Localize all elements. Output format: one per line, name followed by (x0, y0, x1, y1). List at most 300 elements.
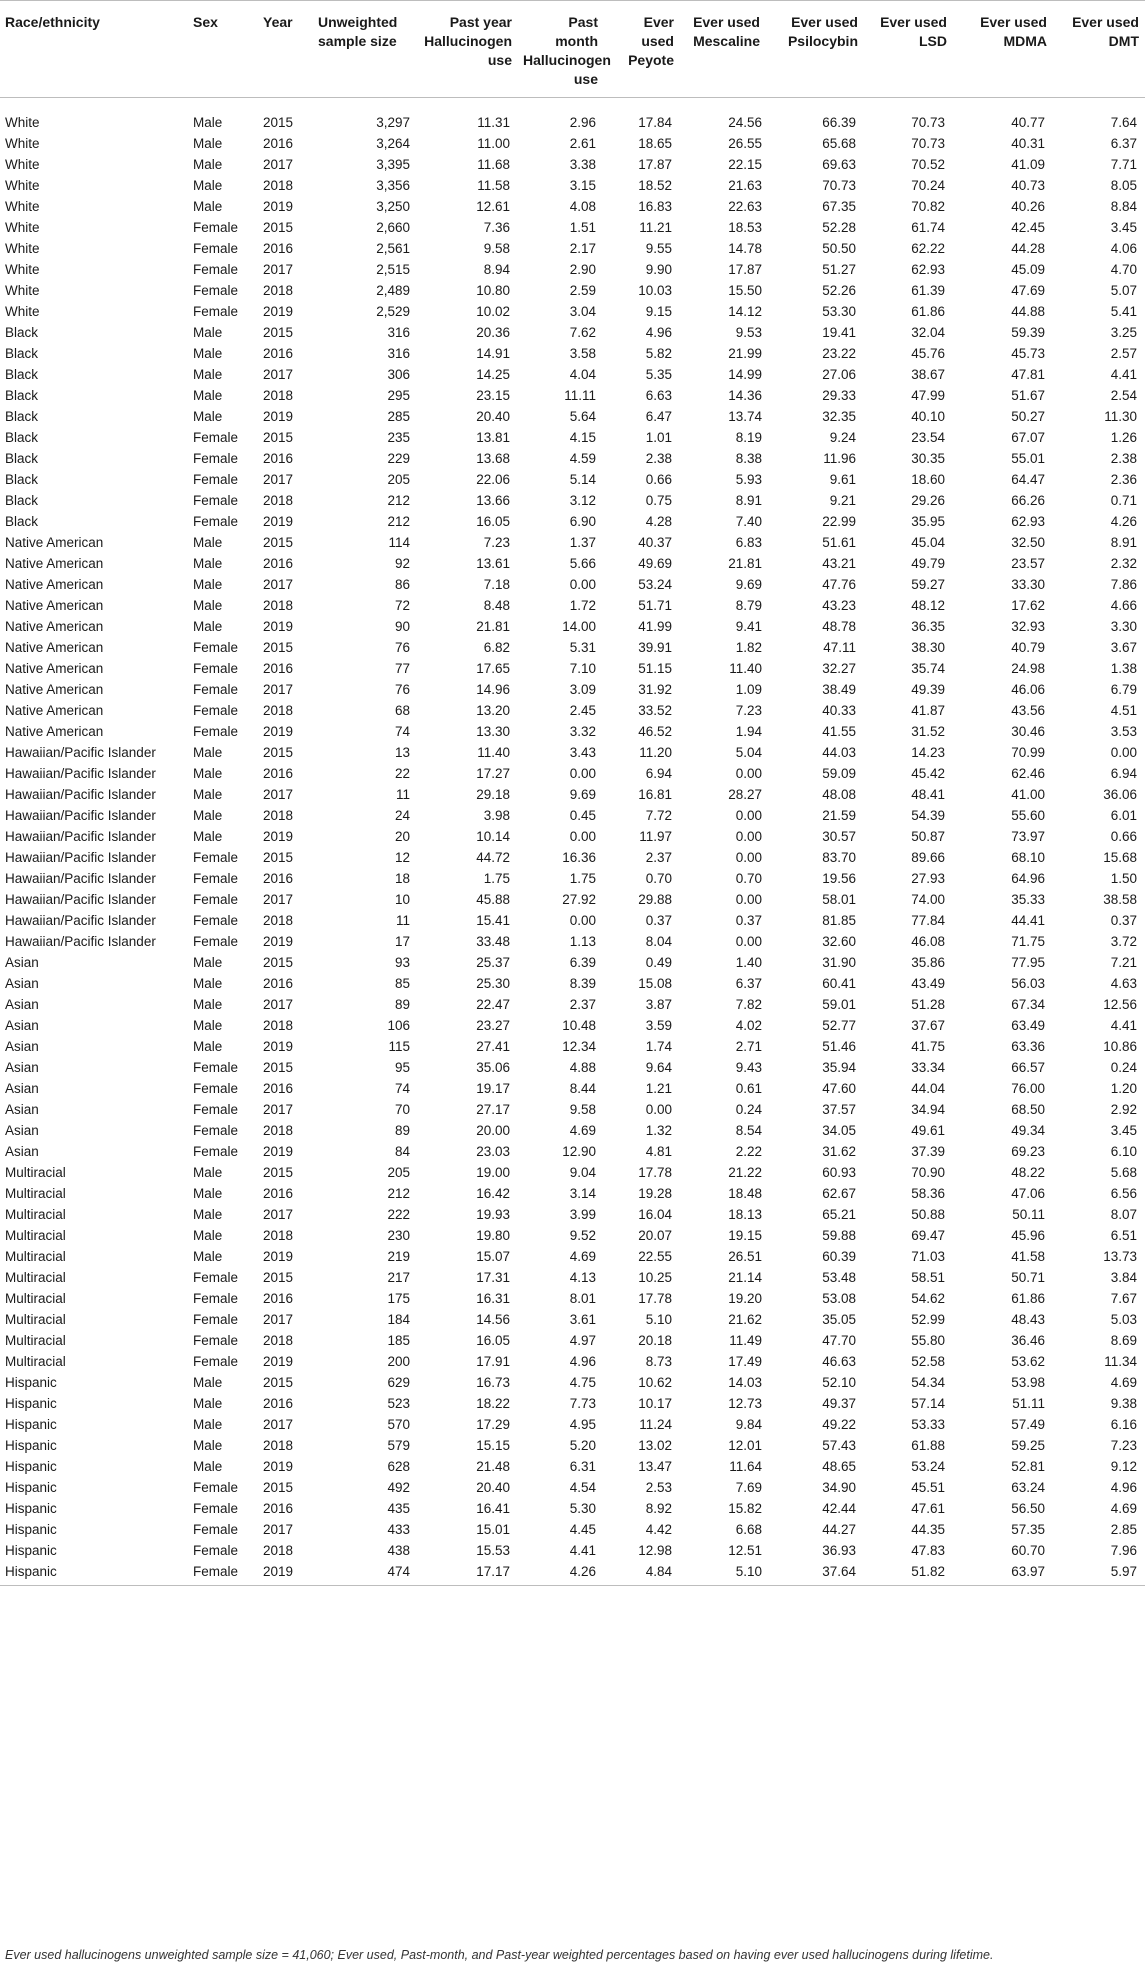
cell-past-month-use: 7.73 (569, 1396, 596, 1411)
cell-past-year-use: 23.15 (476, 388, 510, 403)
cell-ever-lsd: 45.51 (911, 1480, 945, 1495)
cell-ever-mdma: 69.23 (1011, 1144, 1045, 1159)
cell-ever-peyote: 9.15 (645, 304, 672, 319)
cell-ever-peyote: 11.97 (639, 829, 672, 844)
table-row (0, 1456, 1145, 1477)
table-row (0, 595, 1145, 616)
cell-ever-dmt: 1.38 (1110, 661, 1137, 676)
table-row (0, 406, 1145, 427)
cell-past-month-use: 1.13 (569, 934, 596, 949)
cell-ever-mdma: 73.97 (1011, 829, 1045, 844)
cell-race: Asian (5, 1144, 39, 1159)
cell-past-year-use: 13.81 (476, 430, 510, 445)
cell-ever-dmt: 6.37 (1110, 136, 1137, 151)
cell-ever-peyote: 17.87 (638, 157, 672, 172)
cell-unweighted-sample-size: 89 (394, 1123, 410, 1138)
cell-ever-lsd: 58.36 (911, 1186, 945, 1201)
cell-ever-mescaline: 0.00 (735, 892, 762, 907)
table-row (0, 1225, 1145, 1246)
cell-ever-psilocybin: 9.24 (829, 430, 856, 445)
cell-race: Native American (5, 577, 104, 592)
cell-ever-dmt: 4.69 (1110, 1375, 1137, 1390)
cell-ever-psilocybin: 53.30 (822, 304, 856, 319)
cell-ever-mescaline: 21.62 (728, 1312, 762, 1327)
cell-past-month-use: 9.52 (569, 1228, 596, 1243)
cell-unweighted-sample-size: 433 (387, 1522, 410, 1537)
cell-unweighted-sample-size: 222 (387, 1207, 410, 1222)
cell-ever-lsd: 38.30 (911, 640, 945, 655)
cell-ever-psilocybin: 32.35 (822, 409, 856, 424)
cell-ever-mescaline: 18.13 (728, 1207, 762, 1222)
cell-past-month-use: 6.39 (569, 955, 596, 970)
cell-ever-psilocybin: 29.33 (822, 388, 856, 403)
cell-ever-dmt: 3.45 (1110, 1123, 1137, 1138)
cell-unweighted-sample-size: 85 (394, 976, 410, 991)
cell-past-month-use: 2.59 (569, 283, 596, 298)
cell-ever-lsd: 54.39 (911, 808, 945, 823)
cell-race: Multiracial (5, 1291, 66, 1306)
cell-past-year-use: 27.41 (476, 1039, 510, 1054)
table-row (0, 364, 1145, 385)
cell-unweighted-sample-size: 95 (394, 1060, 410, 1075)
cell-ever-dmt: 6.10 (1110, 1144, 1137, 1159)
cell-unweighted-sample-size: 17 (394, 934, 410, 949)
cell-ever-lsd: 44.04 (911, 1081, 945, 1096)
cell-ever-lsd: 48.12 (911, 598, 945, 613)
cell-ever-peyote: 13.02 (638, 1438, 672, 1453)
cell-race: Asian (5, 955, 39, 970)
cell-ever-mescaline: 9.53 (735, 325, 762, 340)
cell-ever-peyote: 5.10 (645, 1312, 672, 1327)
cell-past-year-use: 17.27 (476, 766, 510, 781)
cell-past-month-use: 4.75 (569, 1375, 596, 1390)
table-row (0, 238, 1145, 259)
cell-unweighted-sample-size: 2,561 (376, 241, 410, 256)
cell-past-month-use: 5.30 (569, 1501, 596, 1516)
cell-ever-peyote: 0.75 (645, 493, 672, 508)
cell-race: Multiracial (5, 1333, 66, 1348)
cell-sex: Female (193, 1270, 239, 1285)
cell-past-year-use: 8.48 (483, 598, 510, 613)
cell-year: 2015 (263, 850, 294, 865)
cell-past-month-use: 5.64 (569, 409, 596, 424)
cell-ever-psilocybin: 47.76 (822, 577, 856, 592)
cell-sex: Male (193, 766, 223, 781)
cell-sex: Male (193, 1018, 223, 1033)
table-row (0, 931, 1145, 952)
cell-ever-mescaline: 22.63 (728, 199, 762, 214)
cell-race: Asian (5, 1060, 39, 1075)
cell-ever-dmt: 4.41 (1110, 367, 1137, 382)
cell-ever-psilocybin: 48.65 (822, 1459, 856, 1474)
cell-ever-mdma: 32.93 (1011, 619, 1045, 634)
cell-ever-psilocybin: 41.55 (822, 724, 856, 739)
cell-ever-mdma: 32.50 (1011, 535, 1045, 550)
cell-past-year-use: 18.22 (476, 1396, 510, 1411)
cell-ever-dmt: 0.71 (1110, 493, 1137, 508)
cell-ever-psilocybin: 31.62 (822, 1144, 856, 1159)
cell-unweighted-sample-size: 579 (387, 1438, 410, 1453)
cell-ever-peyote: 15.08 (638, 976, 672, 991)
cell-year: 2015 (263, 430, 294, 445)
cell-ever-dmt: 4.69 (1110, 1501, 1137, 1516)
cell-ever-psilocybin: 43.21 (822, 556, 856, 571)
cell-sex: Male (193, 1438, 223, 1453)
table-row (0, 385, 1145, 406)
cell-ever-mdma: 36.46 (1011, 1333, 1045, 1348)
cell-unweighted-sample-size: 22 (394, 766, 410, 781)
cell-race: Black (5, 346, 39, 361)
cell-ever-dmt: 5.03 (1110, 1312, 1137, 1327)
cell-year: 2019 (263, 829, 294, 844)
cell-ever-mdma: 62.93 (1011, 514, 1045, 529)
cell-race: Asian (5, 1102, 39, 1117)
cell-ever-mdma: 60.70 (1011, 1543, 1045, 1558)
cell-ever-mdma: 67.07 (1011, 430, 1045, 445)
cell-ever-mescaline: 12.51 (728, 1543, 762, 1558)
cell-ever-mdma: 24.98 (1011, 661, 1045, 676)
table-row (0, 679, 1145, 700)
cell-ever-peyote: 6.63 (645, 388, 672, 403)
cell-past-month-use: 7.10 (569, 661, 596, 676)
cell-unweighted-sample-size: 2,529 (376, 304, 410, 319)
cell-ever-psilocybin: 35.94 (822, 1060, 856, 1075)
cell-past-month-use: 0.00 (569, 829, 596, 844)
cell-ever-mdma: 71.75 (1011, 934, 1045, 949)
cell-ever-mescaline: 17.87 (728, 262, 762, 277)
cell-race: Hawaiian/Pacific Islander (5, 913, 156, 928)
cell-ever-lsd: 62.22 (911, 241, 945, 256)
cell-ever-mescaline: 7.82 (735, 997, 762, 1012)
cell-ever-mdma: 33.30 (1011, 577, 1045, 592)
cell-past-year-use: 14.96 (476, 682, 510, 697)
table-row (0, 343, 1145, 364)
cell-ever-mescaline: 14.03 (728, 1375, 762, 1390)
cell-year: 2015 (263, 535, 294, 550)
cell-unweighted-sample-size: 11 (395, 787, 410, 802)
cell-year: 2019 (263, 304, 294, 319)
cell-unweighted-sample-size: 74 (394, 1081, 410, 1096)
table-row (0, 1015, 1145, 1036)
cell-past-year-use: 11.00 (477, 136, 510, 151)
cell-ever-peyote: 8.04 (645, 934, 672, 949)
cell-sex: Female (193, 514, 239, 529)
table-row (0, 532, 1145, 553)
cell-year: 2018 (263, 388, 294, 403)
cell-ever-dmt: 2.32 (1110, 556, 1137, 571)
cell-year: 2019 (263, 724, 294, 739)
cell-ever-mescaline: 8.54 (735, 1123, 762, 1138)
cell-past-month-use: 4.59 (569, 451, 596, 466)
cell-sex: Male (193, 808, 223, 823)
table-row (0, 994, 1145, 1015)
cell-ever-mdma: 46.06 (1011, 682, 1045, 697)
cell-race: White (5, 241, 40, 256)
cell-ever-psilocybin: 69.63 (822, 157, 856, 172)
cell-ever-dmt: 2.54 (1110, 388, 1137, 403)
cell-unweighted-sample-size: 18 (394, 871, 410, 886)
cell-ever-mdma: 59.25 (1011, 1438, 1045, 1453)
cell-unweighted-sample-size: 212 (387, 493, 410, 508)
cell-ever-peyote: 5.82 (645, 346, 672, 361)
cell-sex: Female (193, 1312, 239, 1327)
cell-ever-lsd: 35.95 (911, 514, 945, 529)
cell-race: Hawaiian/Pacific Islander (5, 808, 156, 823)
table-row (0, 637, 1145, 658)
cell-ever-peyote: 16.81 (638, 787, 672, 802)
cell-ever-peyote: 49.69 (638, 556, 672, 571)
cell-race: Hispanic (5, 1522, 57, 1537)
cell-year: 2016 (263, 1501, 294, 1516)
cell-ever-lsd: 37.67 (911, 1018, 945, 1033)
cell-unweighted-sample-size: 435 (387, 1501, 410, 1516)
cell-ever-peyote: 9.64 (645, 1060, 672, 1075)
cell-race: Black (5, 388, 39, 403)
cell-unweighted-sample-size: 115 (388, 1039, 410, 1054)
cell-unweighted-sample-size: 175 (387, 1291, 410, 1306)
cell-ever-mescaline: 4.02 (735, 1018, 762, 1033)
cell-year: 2018 (263, 1228, 294, 1243)
cell-past-year-use: 20.40 (476, 1480, 510, 1495)
cell-ever-peyote: 0.49 (645, 955, 672, 970)
cell-past-month-use: 1.75 (569, 871, 596, 886)
cell-year: 2018 (263, 283, 294, 298)
cell-ever-peyote: 4.81 (645, 1144, 672, 1159)
cell-ever-lsd: 47.83 (911, 1543, 945, 1558)
cell-race: Hawaiian/Pacific Islander (5, 766, 156, 781)
table-row (0, 1204, 1145, 1225)
cell-sex: Male (193, 367, 223, 382)
cell-ever-mescaline: 21.22 (728, 1165, 762, 1180)
cell-ever-psilocybin: 53.48 (822, 1270, 856, 1285)
header-year: Year (258, 1, 313, 98)
cell-ever-mescaline: 6.37 (735, 976, 762, 991)
cell-sex: Male (193, 409, 223, 424)
cell-ever-mdma: 48.43 (1011, 1312, 1045, 1327)
cell-race: Native American (5, 703, 104, 718)
cell-past-year-use: 17.91 (476, 1354, 510, 1369)
cell-ever-psilocybin: 52.28 (822, 220, 856, 235)
cell-race: Black (5, 514, 39, 529)
header-ever-mdma: Ever used MDMA (953, 1, 1053, 98)
header-row (0, 1, 1145, 98)
cell-past-year-use: 21.81 (476, 619, 510, 634)
cell-ever-mdma: 42.45 (1011, 220, 1045, 235)
cell-ever-psilocybin: 49.22 (822, 1417, 856, 1432)
cell-ever-mescaline: 14.78 (728, 241, 762, 256)
cell-past-month-use: 4.97 (569, 1333, 596, 1348)
cell-ever-peyote: 16.83 (638, 199, 672, 214)
cell-ever-mescaline: 19.15 (728, 1228, 762, 1243)
cell-past-year-use: 11.31 (477, 115, 510, 130)
cell-unweighted-sample-size: 184 (387, 1312, 410, 1327)
cell-ever-lsd: 41.87 (911, 703, 945, 718)
cell-past-year-use: 11.58 (477, 178, 510, 193)
cell-ever-peyote: 4.28 (645, 514, 672, 529)
cell-ever-dmt: 6.56 (1110, 1186, 1137, 1201)
cell-ever-lsd: 50.87 (911, 829, 945, 844)
cell-ever-peyote: 19.28 (638, 1186, 672, 1201)
cell-sex: Female (193, 262, 239, 277)
cell-ever-psilocybin: 38.49 (822, 682, 856, 697)
cell-ever-mdma: 68.10 (1011, 850, 1045, 865)
cell-sex: Female (193, 1333, 239, 1348)
cell-ever-psilocybin: 19.56 (822, 871, 856, 886)
cell-ever-psilocybin: 60.93 (822, 1165, 856, 1180)
table-row (0, 98, 1145, 134)
cell-ever-mescaline: 18.53 (728, 220, 762, 235)
cell-past-month-use: 5.20 (569, 1438, 596, 1453)
cell-unweighted-sample-size: 76 (394, 682, 410, 697)
cell-ever-psilocybin: 35.05 (822, 1312, 856, 1327)
cell-unweighted-sample-size: 12 (394, 850, 410, 865)
cell-ever-dmt: 5.68 (1110, 1165, 1137, 1180)
header-ever-lsd: Ever used LSD (864, 1, 953, 98)
cell-race: Native American (5, 661, 104, 676)
cell-ever-psilocybin: 48.78 (822, 619, 856, 634)
cell-year: 2015 (263, 220, 294, 235)
cell-ever-dmt: 3.30 (1110, 619, 1137, 634)
cell-year: 2019 (263, 1354, 294, 1369)
cell-past-year-use: 19.00 (476, 1165, 510, 1180)
cell-unweighted-sample-size: 3,264 (376, 136, 410, 151)
cell-sex: Male (193, 1417, 223, 1432)
cell-past-month-use: 12.34 (562, 1039, 596, 1054)
cell-year: 2017 (263, 1102, 294, 1117)
cell-race: Hispanic (5, 1417, 57, 1432)
cell-ever-peyote: 17.78 (638, 1291, 672, 1306)
cell-race: Native American (5, 640, 104, 655)
cell-ever-lsd: 51.28 (911, 997, 945, 1012)
table-row (0, 1036, 1145, 1057)
cell-ever-dmt: 4.06 (1110, 241, 1137, 256)
cell-year: 2017 (263, 892, 294, 907)
cell-ever-lsd: 38.67 (911, 367, 945, 382)
cell-ever-peyote: 20.18 (638, 1333, 672, 1348)
cell-year: 2015 (263, 1165, 294, 1180)
cell-past-month-use: 2.90 (569, 262, 596, 277)
cell-unweighted-sample-size: 523 (387, 1396, 410, 1411)
cell-ever-mescaline: 2.71 (735, 1039, 762, 1054)
cell-ever-lsd: 62.93 (911, 262, 945, 277)
cell-race: Asian (5, 1039, 39, 1054)
cell-ever-dmt: 2.36 (1110, 472, 1137, 487)
cell-ever-mescaline: 15.82 (728, 1501, 762, 1516)
cell-past-year-use: 6.82 (483, 640, 510, 655)
cell-race: Native American (5, 682, 104, 697)
cell-ever-psilocybin: 65.68 (822, 136, 856, 151)
cell-ever-mdma: 67.34 (1011, 997, 1045, 1012)
cell-sex: Male (193, 619, 223, 634)
cell-race: Hawaiian/Pacific Islander (5, 934, 156, 949)
cell-race: White (5, 157, 40, 172)
cell-ever-mescaline: 14.12 (728, 304, 762, 319)
cell-sex: Male (193, 1039, 223, 1054)
cell-ever-mdma: 61.86 (1011, 1291, 1045, 1306)
cell-ever-mescaline: 7.23 (735, 703, 762, 718)
cell-ever-peyote: 53.24 (638, 577, 672, 592)
table-row (0, 196, 1145, 217)
cell-sex: Female (193, 220, 239, 235)
cell-ever-dmt: 3.67 (1110, 640, 1137, 655)
cell-past-month-use: 4.69 (569, 1249, 596, 1264)
cell-year: 2019 (263, 1039, 294, 1054)
cell-ever-dmt: 1.26 (1110, 430, 1137, 445)
cell-ever-lsd: 70.73 (911, 115, 945, 130)
table-row (0, 553, 1145, 574)
cell-year: 2016 (263, 1186, 294, 1201)
cell-past-month-use: 5.66 (569, 556, 596, 571)
cell-year: 2015 (263, 955, 294, 970)
cell-past-month-use: 5.14 (569, 472, 596, 487)
cell-year: 2019 (263, 514, 294, 529)
cell-past-month-use: 3.14 (569, 1186, 596, 1201)
cell-unweighted-sample-size: 474 (313, 1561, 418, 1586)
cell-ever-lsd: 41.75 (911, 1039, 945, 1054)
cell-unweighted-sample-size: 285 (387, 409, 410, 424)
cell-year: 2015 (263, 1480, 294, 1495)
cell-unweighted-sample-size: 93 (394, 955, 410, 970)
cell-past-month-use: 6.90 (569, 514, 596, 529)
cell-ever-psilocybin: 47.11 (823, 640, 856, 655)
cell-past-month-use: 9.69 (569, 787, 596, 802)
cell-ever-dmt: 3.72 (1110, 934, 1137, 949)
cell-ever-psilocybin: 48.08 (822, 787, 856, 802)
cell-unweighted-sample-size: 3,297 (376, 115, 410, 130)
cell-unweighted-sample-size: 84 (394, 1144, 410, 1159)
cell-ever-lsd: 45.04 (911, 535, 945, 550)
cell-race: Hispanic (5, 1375, 57, 1390)
table-row (0, 1540, 1145, 1561)
cell-ever-lsd: 36.35 (911, 619, 945, 634)
table-row (0, 763, 1145, 784)
cell-year: 2016 (263, 1396, 294, 1411)
table-row (0, 868, 1145, 889)
cell-ever-mescaline: 19.20 (728, 1291, 762, 1306)
table-row (0, 973, 1145, 994)
cell-ever-mdma: 40.31 (1011, 136, 1045, 151)
cell-unweighted-sample-size: 230 (387, 1228, 410, 1243)
cell-race: Hispanic (5, 1501, 57, 1516)
cell-ever-mdma: 63.97 (953, 1561, 1053, 1586)
cell-sex: Male (193, 1228, 223, 1243)
cell-ever-psilocybin: 19.41 (822, 325, 856, 340)
cell-ever-lsd: 61.74 (911, 220, 945, 235)
cell-ever-peyote: 22.55 (638, 1249, 672, 1264)
cell-unweighted-sample-size: 217 (387, 1270, 410, 1285)
cell-unweighted-sample-size: 68 (394, 703, 410, 718)
table-row (0, 1057, 1145, 1078)
cell-ever-mescaline: 18.48 (728, 1186, 762, 1201)
cell-past-month-use: 2.45 (569, 703, 596, 718)
cell-ever-dmt: 10.86 (1103, 1039, 1137, 1054)
cell-ever-mescaline: 12.73 (728, 1396, 762, 1411)
table-header (0, 1, 1145, 98)
header-unweighted-sample-size: Unweighted sample size (313, 1, 418, 98)
cell-ever-lsd: 44.35 (911, 1522, 945, 1537)
cell-unweighted-sample-size: 20 (394, 829, 410, 844)
cell-unweighted-sample-size: 235 (387, 430, 410, 445)
cell-sex: Female (193, 892, 239, 907)
table-row (0, 952, 1145, 973)
cell-sex: Male (193, 1207, 223, 1222)
cell-ever-lsd: 54.62 (911, 1291, 945, 1306)
cell-past-month-use: 3.58 (569, 346, 596, 361)
table-row (0, 1267, 1145, 1288)
cell-race: White (5, 220, 40, 235)
cell-sex: Female (193, 934, 239, 949)
cell-past-year-use: 19.80 (476, 1228, 510, 1243)
